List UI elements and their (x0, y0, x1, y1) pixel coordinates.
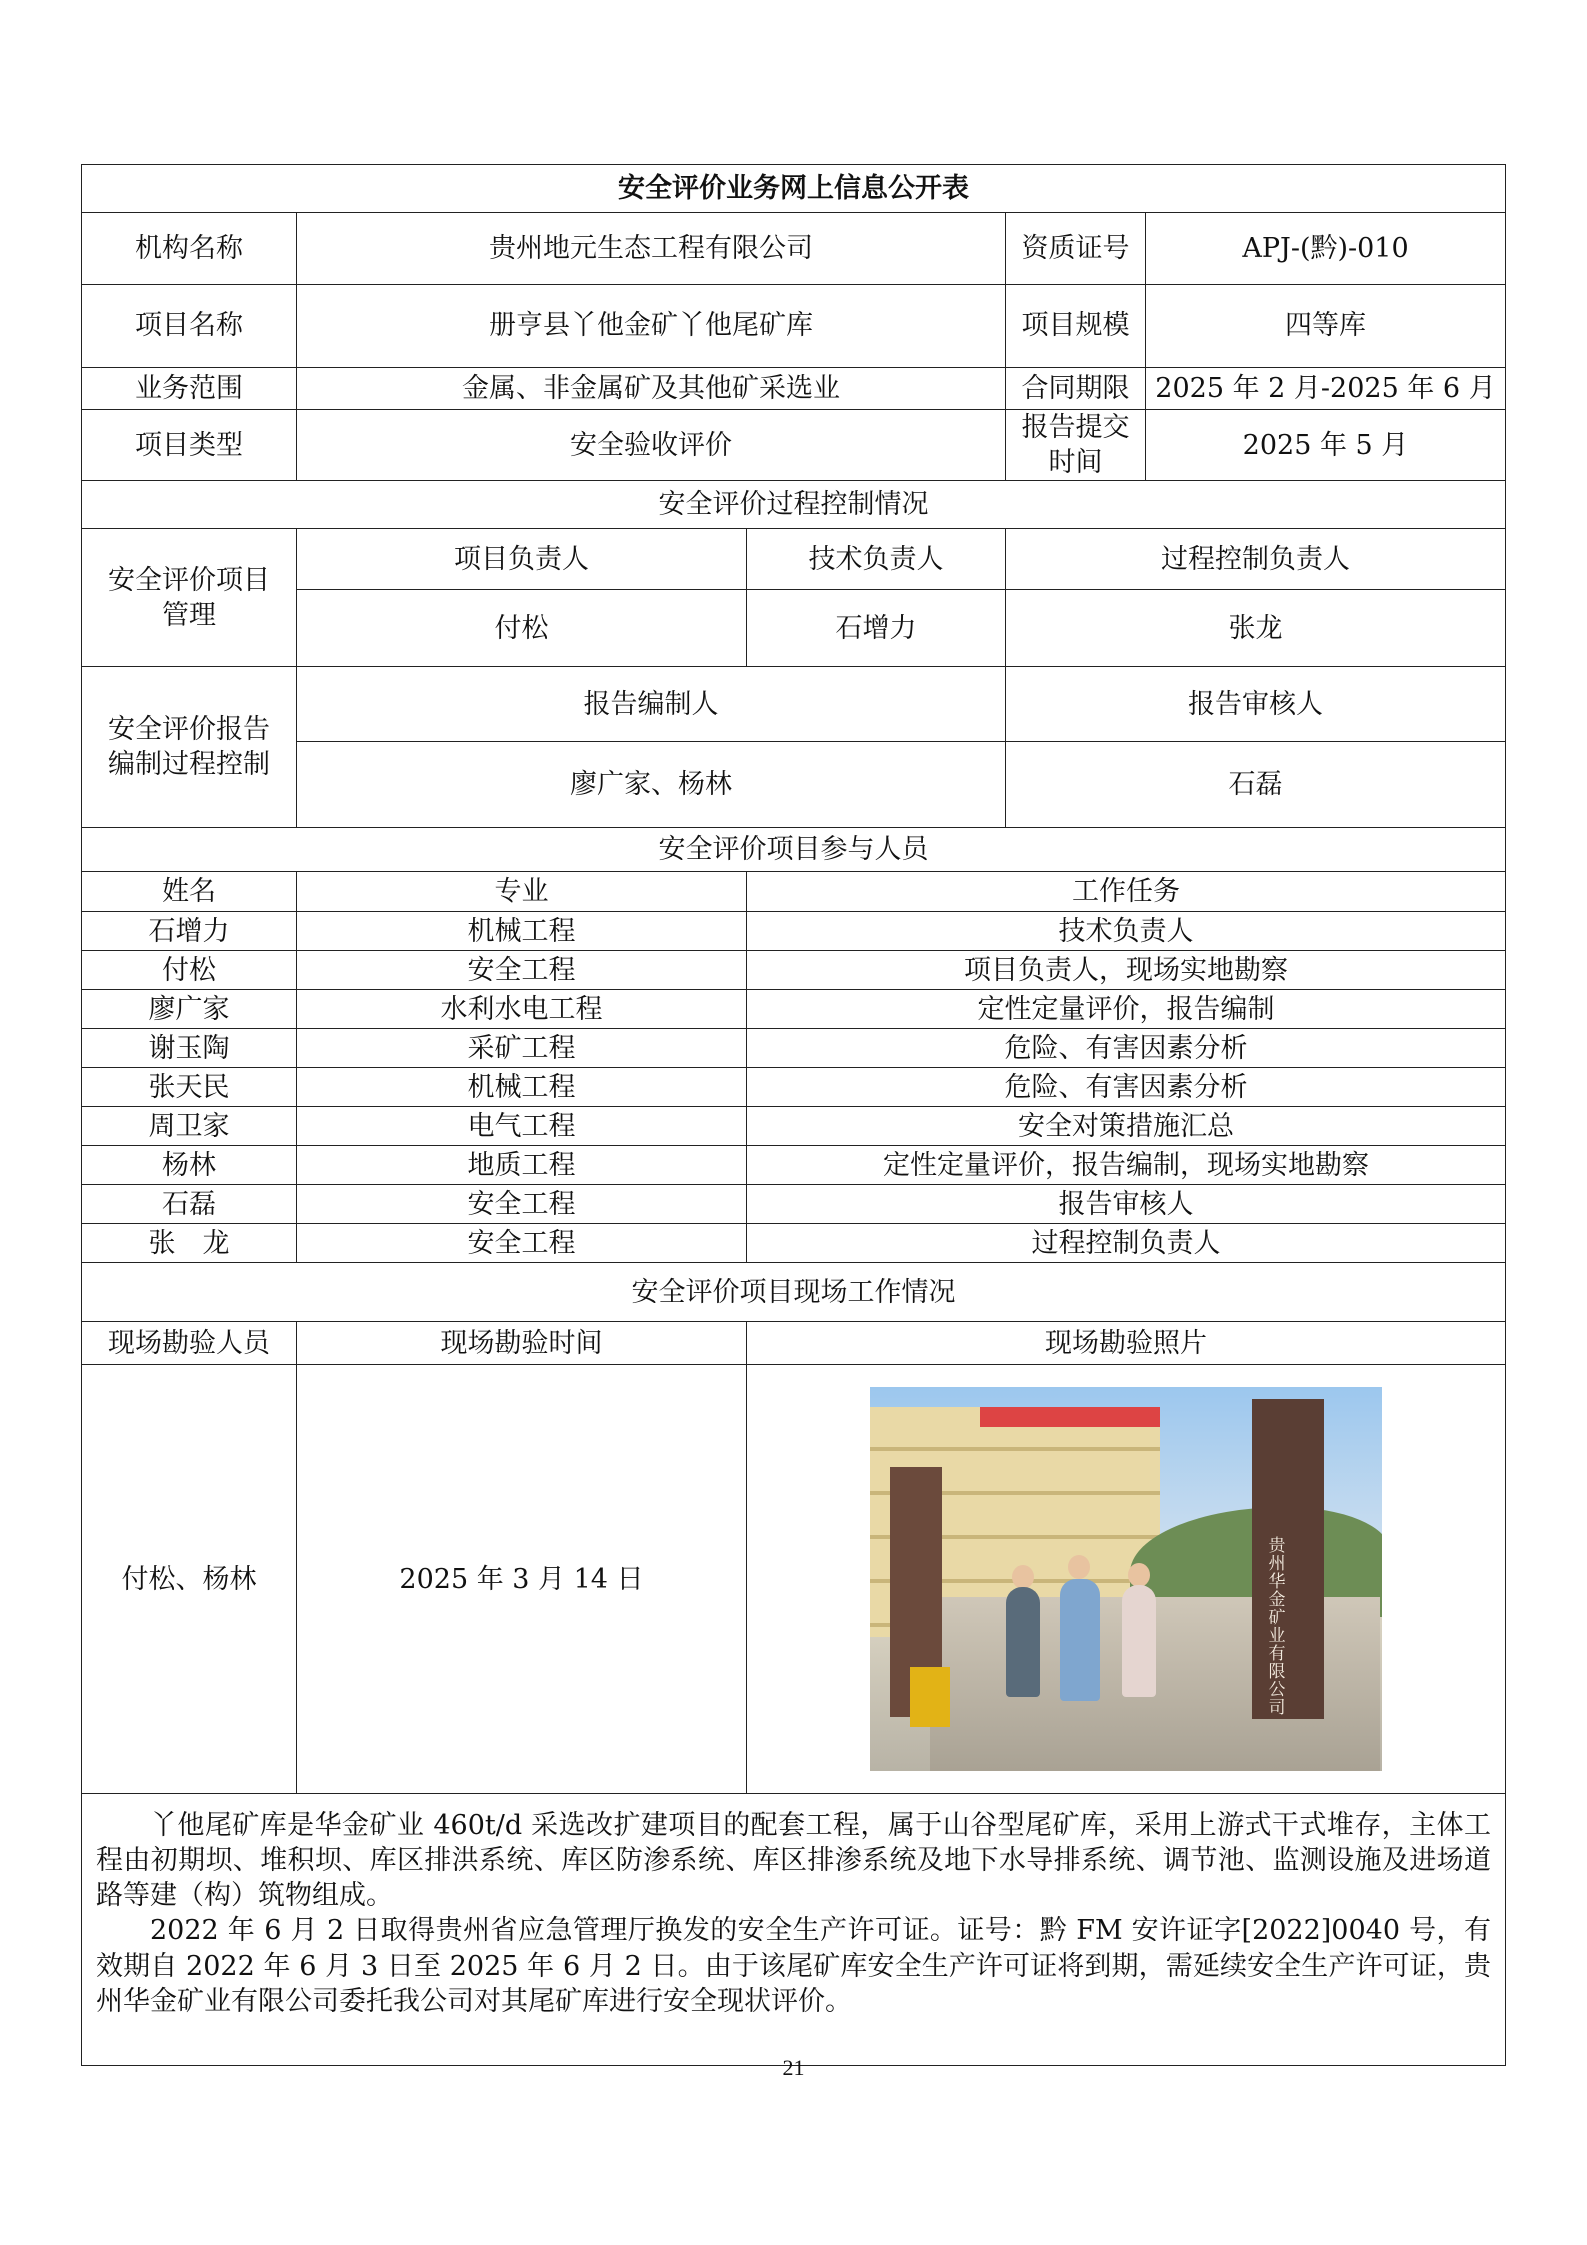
staff-major: 机械工程 (297, 1068, 747, 1107)
site-header-time: 现场勘验时间 (297, 1322, 747, 1365)
description-paragraph: 丫他尾矿库是华金矿业 460t/d 采选改扩建项目的配套工程，属于山谷型尾矿库，采用上游式干式堆存，主体工程由初期坝、堆积坝、库区排洪系统、库区防渗系统、库区排渗系统及地下水导排系统、调节池、监测设施及进场道路等建（构）筑物组成。 (96, 1810, 1491, 1912)
table-row (82, 1146, 1506, 1185)
staff-name: 石增力 (82, 912, 297, 951)
staff-task: 定性定量评价，报告编制，现场实地勘察 (747, 1146, 1506, 1185)
staff-name: 石磊 (82, 1185, 297, 1224)
staff-task: 报告审核人 (747, 1185, 1506, 1224)
staff-major: 安全工程 (297, 1224, 747, 1263)
mgmt-process-lead: 张龙 (1006, 590, 1506, 667)
report-reviewer: 石磊 (1006, 742, 1506, 828)
table-row (82, 990, 1506, 1029)
staff-section-header: 安全评价项目参与人员 (82, 828, 1506, 872)
contract-label: 合同期限 (1006, 368, 1146, 410)
staff-name: 杨林 (82, 1146, 297, 1185)
staff-name: 周卫家 (82, 1107, 297, 1146)
cert-label: 资质证号 (1006, 213, 1146, 285)
photo-person-head (1128, 1563, 1150, 1587)
project-type: 安全验收评价 (297, 410, 1006, 481)
report-header-reviewer: 报告审核人 (1006, 667, 1506, 742)
mgmt-label: 安全评价项目管理 (82, 529, 297, 667)
table-row (82, 1068, 1506, 1107)
staff-major: 电气工程 (297, 1107, 747, 1146)
table-title: 安全评价业务网上信息公开表 (82, 165, 1506, 213)
table-row (82, 1185, 1506, 1224)
mgmt-header-project-lead: 项目负责人 (297, 529, 747, 590)
staff-task: 技术负责人 (747, 912, 1506, 951)
project-scale: 四等库 (1146, 285, 1506, 368)
table-row (82, 1107, 1506, 1146)
submit-time: 2025 年 5 月 (1146, 410, 1506, 481)
site-header-people: 现场勘验人员 (82, 1322, 297, 1365)
site-photo-cell (747, 1365, 1506, 1794)
staff-major: 安全工程 (297, 951, 747, 990)
contract-period: 2025 年 2 月-2025 年 6 月 (1146, 368, 1506, 410)
photo-banner (980, 1407, 1160, 1427)
project-label: 项目名称 (82, 285, 297, 368)
submit-label: 报告提交时间 (1006, 410, 1146, 481)
photo-person (1006, 1587, 1040, 1697)
report-header-author: 报告编制人 (297, 667, 1006, 742)
photo-person-head (1012, 1565, 1034, 1589)
staff-name: 张 龙 (82, 1224, 297, 1263)
photo-company-sign: 贵州华金矿业有限公司 (1268, 1536, 1286, 1719)
scale-label: 项目规模 (1006, 285, 1146, 368)
photo-person-head (1068, 1555, 1090, 1579)
staff-major: 水利水电工程 (297, 990, 747, 1029)
report-label: 安全评价报告编制过程控制 (82, 667, 297, 828)
staff-task: 危险、有害因素分析 (747, 1068, 1506, 1107)
type-label: 项目类型 (82, 410, 297, 481)
staff-name: 张天民 (82, 1068, 297, 1107)
staff-major: 安全工程 (297, 1185, 747, 1224)
table-row (82, 1224, 1506, 1263)
site-people: 付松、杨林 (82, 1365, 297, 1794)
staff-task: 定性定量评价，报告编制 (747, 990, 1506, 1029)
staff-name: 廖广家 (82, 990, 297, 1029)
description-paragraph: 2022 年 6 月 2 日取得贵州省应急管理厅换发的安全生产许可证。证号：黔 FM 安许证字[2022]0040 号，有效期自 2022 年 6 月 3 日至 2025 年 6 月 2 日。由于该尾矿库安全生产许可证将到期，需延续安全生产许可证，贵州华金矿业有限公司委托我公司对其尾矿库进行安全现状评价。 (96, 1915, 1491, 2017)
staff-task: 项目负责人，现场实地勘察 (747, 951, 1506, 990)
photo-person (1122, 1585, 1156, 1697)
scope-label: 业务范围 (82, 368, 297, 410)
business-scope: 金属、非金属矿及其他矿采选业 (297, 368, 1006, 410)
mgmt-header-process-lead: 过程控制负责人 (1006, 529, 1506, 590)
staff-header-major: 专业 (297, 872, 747, 912)
staff-task: 过程控制负责人 (747, 1224, 1506, 1263)
mgmt-header-tech-lead: 技术负责人 (747, 529, 1006, 590)
photo-person (1060, 1579, 1100, 1701)
site-photo (870, 1387, 1382, 1771)
staff-major: 地质工程 (297, 1146, 747, 1185)
mgmt-tech-lead: 石增力 (747, 590, 1006, 667)
mgmt-project-lead: 付松 (297, 590, 747, 667)
staff-name: 谢玉陶 (82, 1029, 297, 1068)
project-description (82, 1794, 1506, 2066)
site-section-header: 安全评价项目现场工作情况 (82, 1263, 1506, 1322)
staff-task: 安全对策措施汇总 (747, 1107, 1506, 1146)
table-row (82, 912, 1506, 951)
org-label: 机构名称 (82, 213, 297, 285)
disclosure-table (81, 164, 1506, 2066)
report-authors: 廖广家、杨林 (297, 742, 1006, 828)
staff-major: 机械工程 (297, 912, 747, 951)
staff-header-task: 工作任务 (747, 872, 1506, 912)
project-name: 册亨县丫他金矿丫他尾矿库 (297, 285, 1006, 368)
table-row (82, 1029, 1506, 1068)
table-row (82, 951, 1506, 990)
staff-major: 采矿工程 (297, 1029, 747, 1068)
org-name: 贵州地元生态工程有限公司 (297, 213, 1006, 285)
staff-header-name: 姓名 (82, 872, 297, 912)
staff-name: 付松 (82, 951, 297, 990)
cert-number: APJ-(黔)-010 (1146, 213, 1506, 285)
photo-gate-barrier (910, 1667, 950, 1727)
site-date: 2025 年 3 月 14 日 (297, 1365, 747, 1794)
process-section-header: 安全评价过程控制情况 (82, 481, 1506, 529)
site-header-photo: 现场勘验照片 (747, 1322, 1506, 1365)
staff-task: 危险、有害因素分析 (747, 1029, 1506, 1068)
page-number: 21 (782, 2055, 805, 2080)
